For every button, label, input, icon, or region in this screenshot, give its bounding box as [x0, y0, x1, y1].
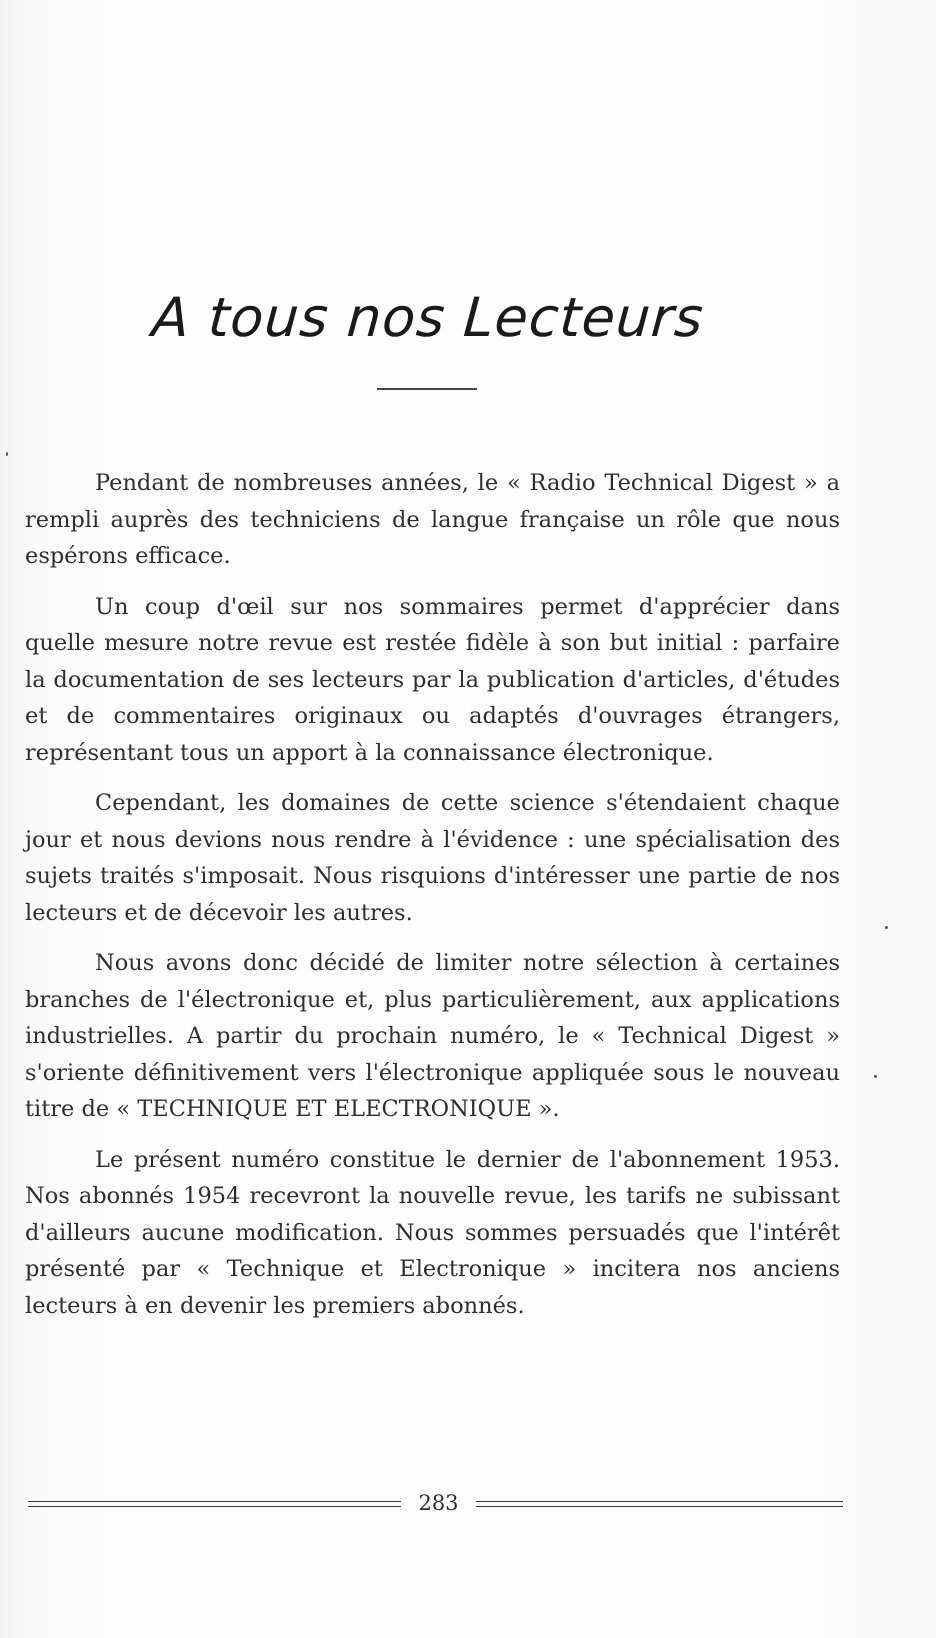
- page-title: A tous nos Lecteurs: [150, 286, 706, 349]
- paragraph-5: Le présent numéro constitue le dernier de l'abonnement 1953. Nos abonnés 1954 recevront la nouvelle revue, les tarifs ne subissant d'ailleurs aucune modification. Nous sommes persuadés que l'intérêt présenté par « Technique et Electronique » incitera nos anciens lecteurs à en devenir les premiers abonnés.: [25, 1146, 840, 1319]
- paragraph-3: Cependant, les domaines de cette science s'étendaient chaque jour et nous devions nous rendre à l'évidence : une spécialisation des sujets traités s'imposait. Nous risquions d'intéresser une partie de nos lecteurs et de décevoir les autres.: [25, 790, 840, 926]
- page-number: 283: [418, 1491, 459, 1515]
- paper-speck: [874, 1075, 877, 1078]
- footer-rule-right: [476, 1501, 843, 1507]
- paragraph-1: Pendant de nombreuses années, le « Radio Technical Digest » a rempli auprès des techniciens de langue française un rôle que nous espérons efficace.: [25, 470, 840, 569]
- title-underline: [377, 388, 477, 390]
- footer-rule-left: [28, 1501, 401, 1507]
- article-body: [25, 465, 840, 1338]
- paper-speck: [6, 452, 8, 456]
- paragraph-4: Nous avons donc décidé de limiter notre sélection à certaines branches de l'électronique et, plus particulièrement, aux applications industrielles. A partir du prochain numéro, le « Technical Digest » s'oriente définitivement vers l'électronique appliquée sous le nouveau titre de « TECHNIQUE ET ELECTRONIQUE ».: [25, 950, 840, 1122]
- paragraph-2: Un coup d'œil sur nos sommaires permet d'apprécier dans quelle mesure notre revue est restée fidèle à son but initial : parfaire la documentation de ses lecteurs par la publication d'articles, d'études et de commentaires originaux ou adaptés d'ouvrages étrangers, représentant tous un apport à la connaissance électronique.: [25, 593, 840, 766]
- paper-speck: [885, 926, 888, 929]
- page-footer: [28, 1490, 843, 1520]
